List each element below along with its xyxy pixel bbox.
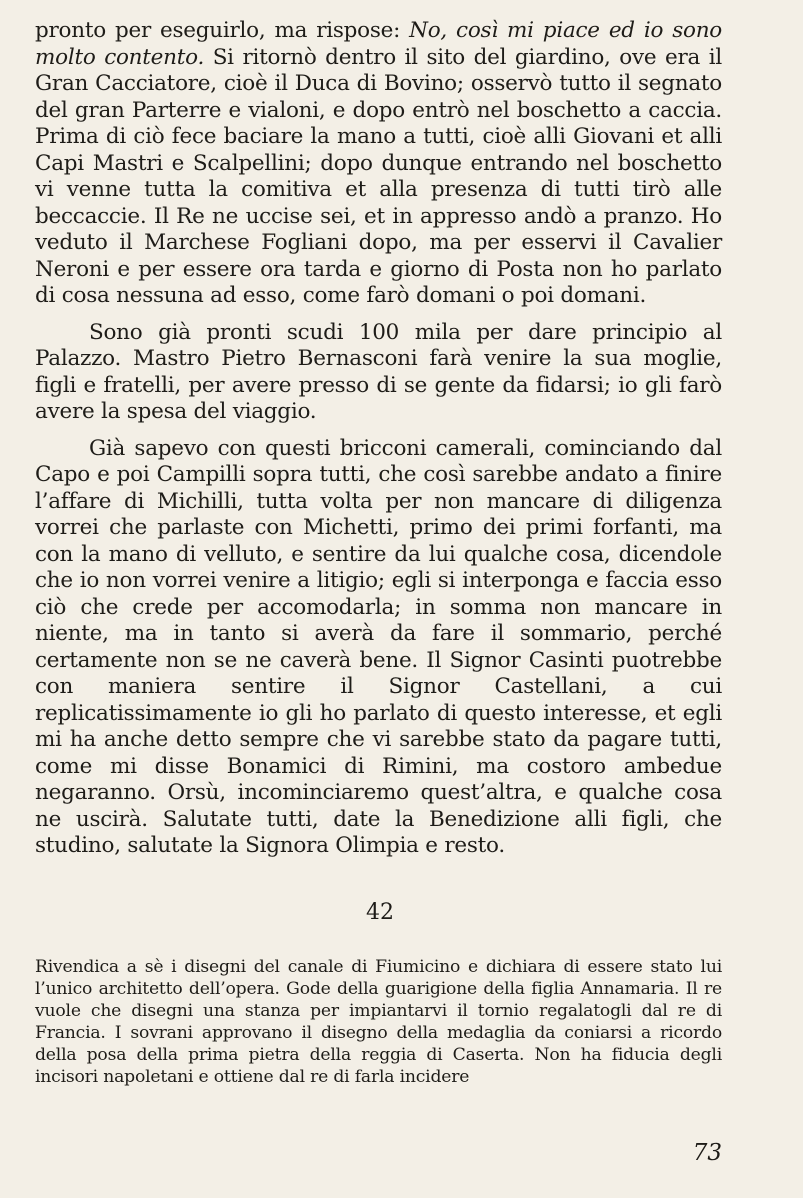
- letter-number: 42: [366, 900, 394, 925]
- paragraph-1-rest: Si ritornò dentro il sito del giardino, ove era il Gran Cacciatore, cioè il Duca di Bovino; osservò tutto il segnato del gran Parterre e vialoni, e dopo entrò nel boschetto a caccia. Prima di ciò fece baciare la mano a tutti, cioè alli Giovani et alli Capi Mastri e Scalpellini; dopo dunque entrando nel boschetto vi venne tutta la comitiva et alla presenza di tutti tirò alle beccaccie. Il Re ne uccise sei, et in appresso andò a pranzo. Ho veduto il Marchese Fogliani dopo, ma per esservi il Cavalier Neroni e per essere ora tarda e giorno di Posta non ho parlato di cosa nessuna ad esso, come farò domani o poi domani.: [35, 44, 722, 308]
- paragraph-1: [35, 18, 722, 310]
- letter-body: [35, 18, 722, 860]
- summary-text: Rivendica a sè i disegni del canale di Fiumicino e dichiara di essere stato lui l’unico architetto dell’opera. Gode della guarigione della figlia Annamaria. Il re vuole che disegni una stanza per impiantarvi il tornio regalatogli dal re di Francia. I sovrani approvano il disegno della medaglia da coniarsi a ricordo della posa della prima pietra della reggia di Caserta. Non ha fiducia degli incisori napoletani e ottiene dal re di farla incidere: [35, 957, 722, 1087]
- paragraph-1-italic-quote: No, così mi piace ed io sono molto contento.: [35, 18, 722, 70]
- letter-summary: [35, 956, 722, 1088]
- paragraph-1-start: pronto per eseguirlo, ma rispose:: [35, 18, 410, 43]
- page-number: 73: [692, 1140, 722, 1166]
- paragraph-2: Sono già pronti scudi 100 mila per dare principio al Palazzo. Mastro Pietro Bernasconi farà venire la sua moglie, figli e fratelli, per avere presso di se gente da fidarsi; io gli farò avere la spesa del viaggio.: [35, 319, 722, 424]
- paragraph-3: Già sapevo con questi bricconi camerali, cominciando dal Capo e poi Campilli sopra tutti, che così sarebbe andato a finire l’affare di Michilli, tutta volta per non mancare di diligenza vorrei che parlaste con Michetti, primo dei primi forfanti, ma con la mano di velluto, e sentire da lui qualche cosa, dicendole che io non vorrei venire a litigio; egli si interponga e faccia esso ciò che crede per accomodarla; in somma non mancare in niente, ma in tanto si averà da fare il sommario, perché certamente non se ne caverà bene. Il Signor Casinti puotrebbe con maniera sentire il Signor Castellani, a cui replicatissimamente io gli ho parlato di questo interesse, et egli mi ha anche detto sempre che vi sarebbe stato da pagare tutti, come mi disse Bonamici di Rimini, ma costoro ambedue negaranno. Orsù, incominciaremo quest’altra, e qualche cosa ne uscirà. Salutate tutti, date la Benedizione alli figli, che studino, salutate la Signora Olimpia e resto.: [35, 435, 722, 858]
